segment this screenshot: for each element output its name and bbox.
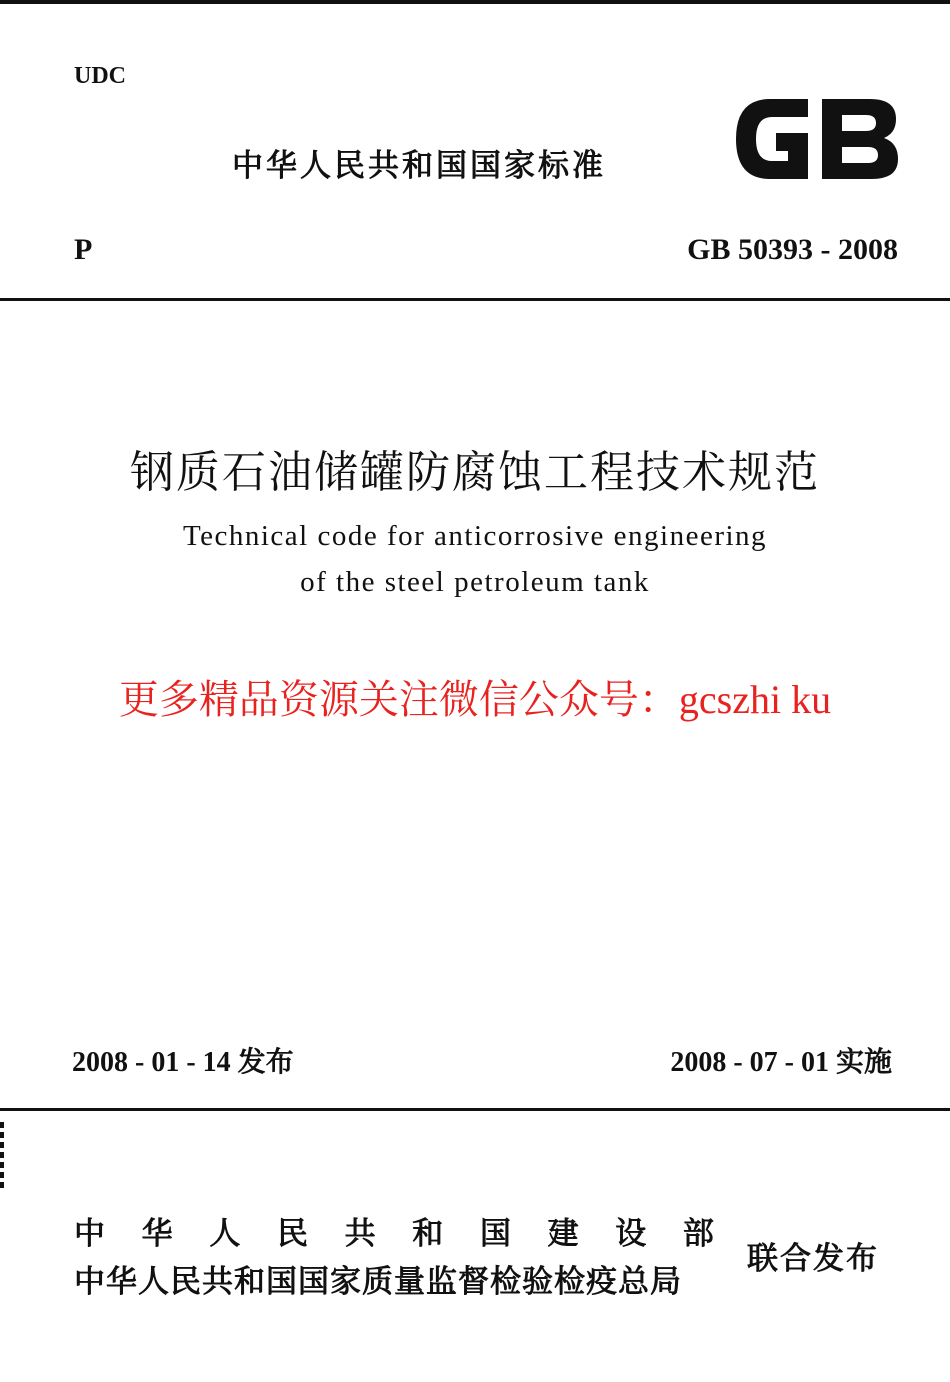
publisher-char: 和 [412,1216,444,1252]
divider-top [0,298,950,301]
publisher-char: 民 [276,1216,308,1252]
implementation-date: 2008 - 07 - 01 实施 [670,1047,892,1078]
title-english-line1: Technical code for anticorrosive engineering [182,520,768,552]
publisher-aqsiq: 中华人民共和国国家质量监督检验检疫总局 [74,1264,682,1300]
publisher-char: 部 [682,1216,714,1252]
publisher-char: 共 [344,1216,376,1252]
scan-edge-marks [0,1122,4,1192]
top-border [0,0,950,4]
divider-bottom [0,1108,950,1111]
publisher-char: 建 [547,1216,579,1252]
publisher-char: 设 [615,1216,647,1252]
title-chinese: 钢质石油储罐防腐蚀工程技术规范 [130,448,820,497]
category-code: P [74,233,93,266]
standard-number: GB 50393 - 2008 [687,233,898,266]
gb-logo [730,93,902,185]
publisher-ministry [74,1208,714,1253]
standard-type-heading: 中华人民共和国国家标准 [232,148,606,184]
publisher-char: 人 [209,1216,241,1252]
publisher-char: 华 [141,1216,173,1252]
title-english-line2: of the steel petroleum tank [300,566,650,598]
promo-notice: 更多精品资源关注微信公众号：gcszhi ku [118,677,832,722]
issue-date: 2008 - 01 - 14 发布 [72,1047,294,1078]
joint-issue-label: 联合发布 [747,1241,879,1277]
publisher-char: 中 [74,1216,105,1252]
publisher-char: 国 [479,1216,511,1252]
udc-label: UDC [74,63,126,89]
